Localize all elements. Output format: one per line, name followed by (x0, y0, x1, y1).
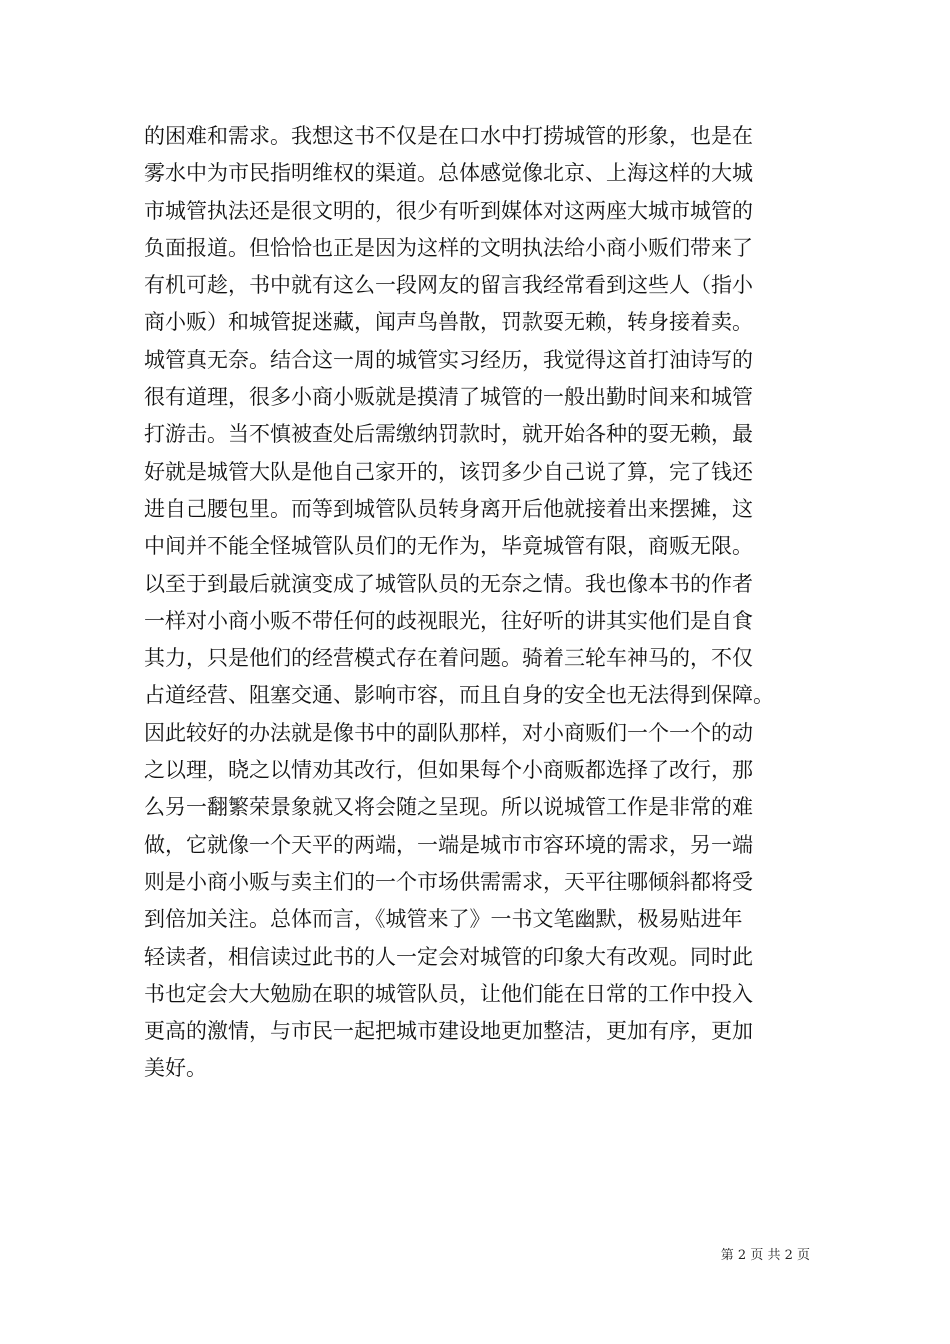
text-line: 负面报道。但恰恰也正是因为这样的文明执法给小商小贩们带来了 (144, 235, 753, 260)
text-line: 中间并不能全怪城管队员们的无作为，毕竟城管有限，商贩无限。 (144, 534, 753, 559)
text-line: 雾水中为市民指明维权的渠道。总体感觉像北京、上海这样的大城 (144, 161, 753, 186)
text-line: 美好。 (144, 1056, 207, 1081)
text-line: 书也定会大大勉励在职的城管队员，让他们能在日常的工作中投入 (144, 981, 753, 1006)
text-line: 好就是城管大队是他自己家开的，该罚多少自己说了算，完了钱还 (144, 459, 753, 484)
text-line: 进自己腰包里。而等到城管队员转身离开后他就接着出来摆摊，这 (144, 496, 753, 521)
text-line: 则是小商小贩与卖主们的一个市场供需需求，天平往哪倾斜都将受 (144, 869, 753, 894)
text-line: 以至于到最后就演变成了城管队员的无奈之情。我也像本书的作者 (144, 571, 753, 596)
text-line: 有机可趁，书中就有这么一段网友的留言我经常看到这些人（指小 (144, 273, 753, 298)
text-line: 轻读者，相信读过此书的人一定会对城管的印象大有改观。同时此 (144, 944, 753, 969)
text-line: 其力，只是他们的经营模式存在着问题。骑着三轮车神马的，不仅 (144, 646, 753, 671)
body-paragraph (144, 118, 814, 1088)
text-line: 很有道理，很多小商小贩就是摸清了城管的一般出勤时间来和城管 (144, 385, 753, 410)
text-line: 的困难和需求。我想这书不仅是在口水中打捞城管的形象，也是在 (144, 124, 753, 148)
text-line: 做，它就像一个天平的两端，一端是城市市容环境的需求，另一端 (144, 832, 753, 857)
text-line: 城管真无奈。结合这一周的城管实习经历，我觉得这首打油诗写的 (144, 347, 753, 372)
text-line: 商小贩）和城管捉迷藏，闻声鸟兽散，罚款耍无赖，转身接着卖。 (144, 310, 753, 335)
text-line: 之以理，晓之以情劝其改行，但如果每个小商贩都选择了改行，那 (144, 758, 753, 783)
text-line: 打游击。当不慎被查处后需缴纳罚款时，就开始各种的耍无赖，最 (144, 422, 753, 447)
text-line: 因此较好的办法就是像书中的副队那样，对小商贩们一个一个的动 (144, 720, 753, 745)
text-line: 更高的激情，与市民一起把城市建设地更加整洁，更加有序，更加 (144, 1019, 753, 1044)
page-number-footer: 第 2 页 共 2 页 (720, 1248, 810, 1263)
text-line: 么另一翻繁荣景象就又将会随之呈现。所以说城管工作是非常的难 (144, 795, 753, 820)
text-line: 占道经营、阻塞交通、影响市容，而且自身的安全也无法得到保障。 (144, 683, 774, 708)
text-line: 一样对小商小贩不带任何的歧视眼光，往好听的讲其实他们是自食 (144, 608, 753, 633)
text-line: 到倍加关注。总体而言，《城管来了》一书文笔幽默，极易贴进年 (144, 907, 743, 932)
text-line: 市城管执法还是很文明的，很少有听到媒体对这两座大城市城管的 (144, 198, 753, 223)
